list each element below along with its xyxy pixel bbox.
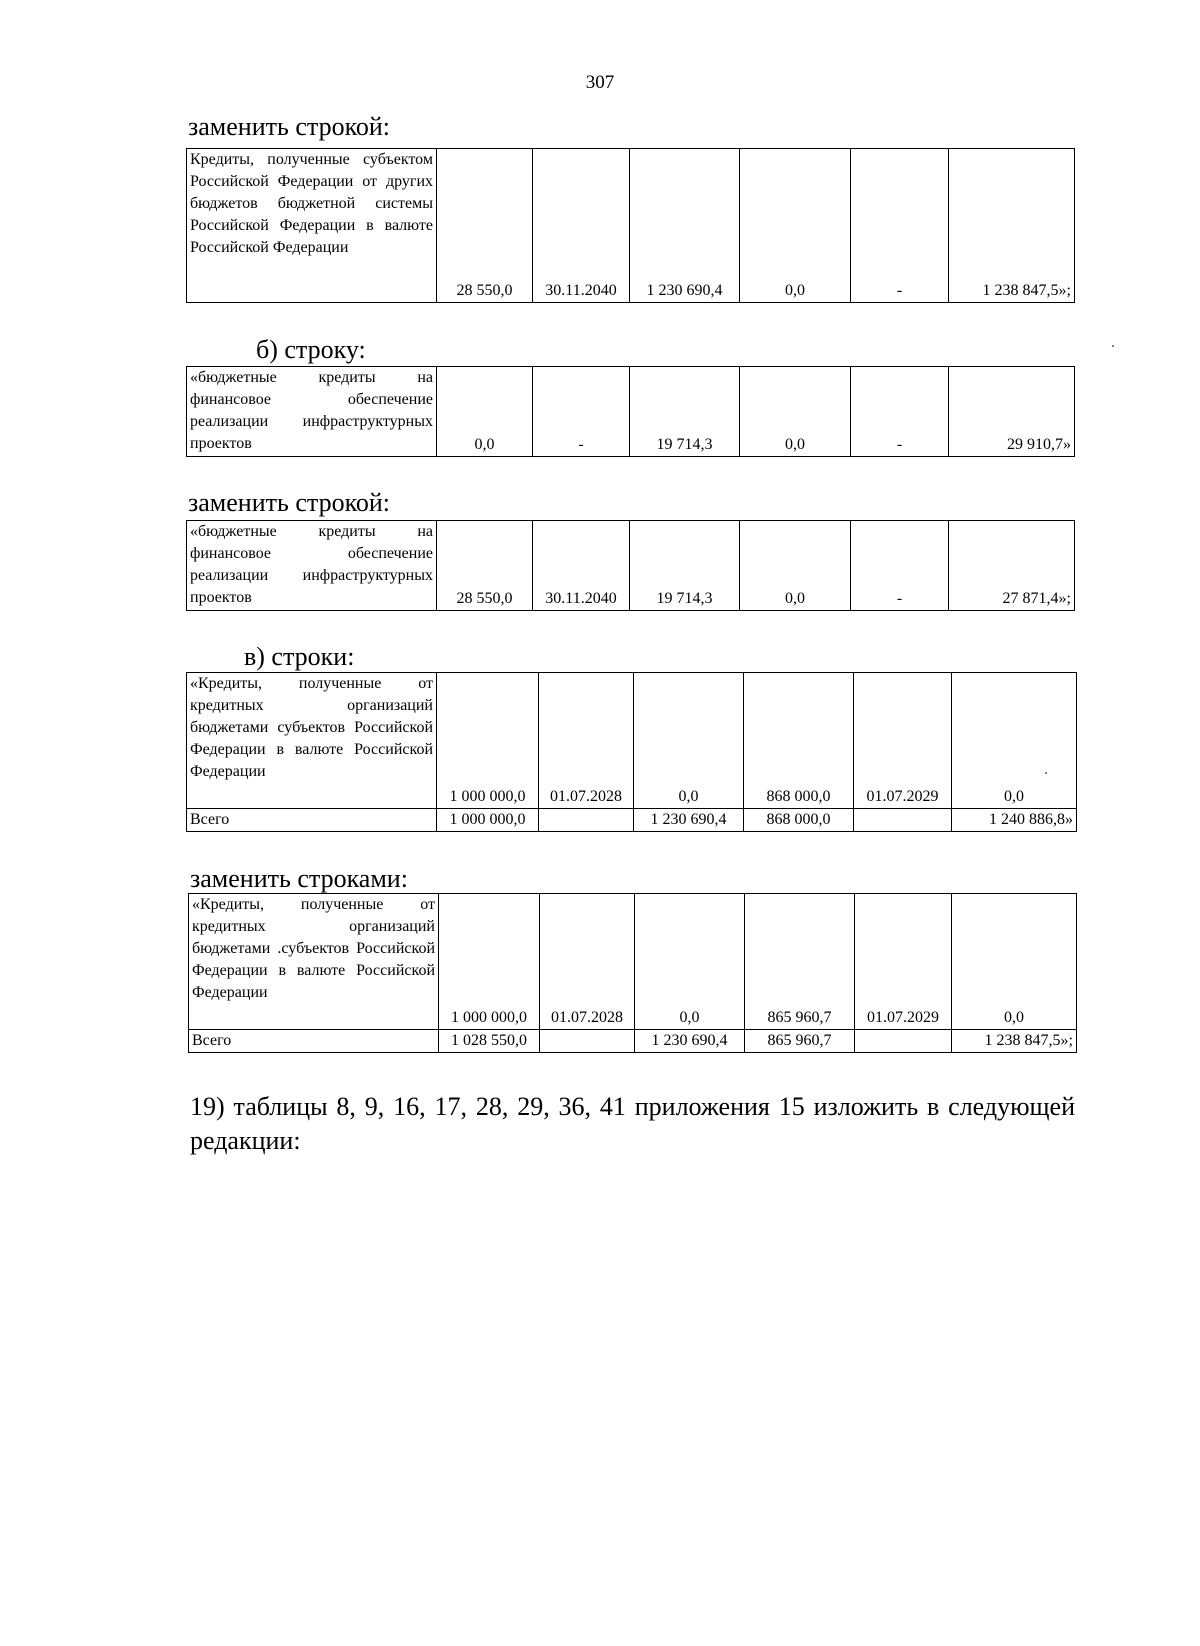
value-cell: 1 000 000,0: [439, 894, 540, 1030]
table-row: [187, 367, 1075, 457]
value-cell: 0,0: [634, 673, 744, 809]
value-cell: 0,0: [740, 367, 851, 457]
table-row: [187, 521, 1075, 611]
value-cell: 01.07.2028: [539, 673, 634, 809]
row-name-cell: «Кредиты, полученные от кредитных организаций бюджетами субъектов Российской Федерации в валюте Российской Федерации: [187, 673, 437, 809]
heading-replace-row-1: заменить строкой:: [188, 112, 391, 141]
value-cell: 0,0: [952, 673, 1077, 809]
total-value-cell: 1 230 690,4: [634, 809, 744, 832]
value-cell: -: [533, 367, 630, 457]
table-infra-credits-old: [186, 366, 1075, 457]
value-cell: 0,0: [437, 367, 533, 457]
heading-row-b: б) строку:: [256, 335, 366, 364]
value-cell: 01.07.2029: [855, 894, 952, 1030]
total-value-cell: 1 230 690,4: [635, 1030, 745, 1053]
total-value-cell: [854, 809, 952, 832]
scan-speck: [1112, 345, 1114, 347]
scan-speck: [1045, 772, 1047, 774]
value-cell: -: [851, 521, 949, 611]
total-value-cell: 1 028 550,0: [439, 1030, 540, 1053]
table-bank-credits-new: [188, 893, 1077, 1053]
value-cell: 0,0: [740, 521, 851, 611]
value-cell: 1 000 000,0: [437, 673, 539, 809]
value-cell: -: [851, 149, 949, 303]
total-value-cell: [539, 809, 634, 832]
total-value-cell: [855, 1030, 952, 1053]
total-value-cell: 865 960,7: [745, 1030, 855, 1053]
table-bank-credits-old: [186, 672, 1077, 832]
value-cell: 1 238 847,5»;: [949, 149, 1075, 303]
table-infra-credits-new: [186, 520, 1075, 611]
value-cell: 0,0: [635, 894, 745, 1030]
page-number: 307: [585, 72, 615, 93]
row-name-cell: «бюджетные кредиты на финансовое обеспечение реализации инфраструктурных проектов: [187, 521, 437, 611]
heading-rows-v: в) строки:: [244, 642, 355, 671]
value-cell: 28 550,0: [437, 149, 533, 303]
row-name-cell: Кредиты, полученные субъектом Российской Федерации от других бюджетов бюджетной системы Российской Федерации в валюте Российской Федерации: [187, 149, 437, 303]
table-row: [189, 894, 1077, 1030]
heading-replace-rows: заменить строками:: [190, 864, 408, 893]
heading-replace-row-2: заменить строкой:: [188, 488, 391, 517]
value-cell: 29 910,7»: [949, 367, 1075, 457]
value-cell: 19 714,3: [630, 521, 740, 611]
total-value-cell: 1 240 886,8»: [952, 809, 1077, 832]
total-label-cell: Всего: [187, 809, 437, 832]
value-cell: 1 230 690,4: [630, 149, 740, 303]
value-cell: 30.11.2040: [533, 149, 630, 303]
value-cell: -: [851, 367, 949, 457]
table-credits-from-budgets-new: [186, 148, 1075, 303]
value-cell: 27 871,4»;: [949, 521, 1075, 611]
table-row-total: [189, 1030, 1077, 1053]
value-cell: 01.07.2028: [540, 894, 635, 1030]
table-row-total: [187, 809, 1077, 832]
total-value-cell: 868 000,0: [744, 809, 854, 832]
table-row: [187, 149, 1075, 303]
total-value-cell: [540, 1030, 635, 1053]
value-cell: 28 550,0: [437, 521, 533, 611]
row-name-cell: «Кредиты, полученные от кредитных организаций бюджетами .субъектов Российской Федерации в валюте Российской Федерации: [189, 894, 439, 1030]
value-cell: 01.07.2029: [854, 673, 952, 809]
value-cell: 19 714,3: [630, 367, 740, 457]
closing-paragraph: 19) таблицы 8, 9, 16, 17, 28, 29, 36, 41 приложения 15 изложить в следующей редакции:: [190, 1092, 1075, 1155]
total-value-cell: 1 238 847,5»;: [952, 1030, 1077, 1053]
value-cell: 865 960,7: [745, 894, 855, 1030]
row-name-cell: «бюджетные кредиты на финансовое обеспечение реализации инфраструктурных проектов: [187, 367, 437, 457]
total-value-cell: 1 000 000,0: [437, 809, 539, 832]
value-cell: 30.11.2040: [533, 521, 630, 611]
table-row: [187, 673, 1077, 809]
total-label-cell: Всего: [189, 1030, 439, 1053]
value-cell: 868 000,0: [744, 673, 854, 809]
value-cell: 0,0: [952, 894, 1077, 1030]
value-cell: 0,0: [740, 149, 851, 303]
